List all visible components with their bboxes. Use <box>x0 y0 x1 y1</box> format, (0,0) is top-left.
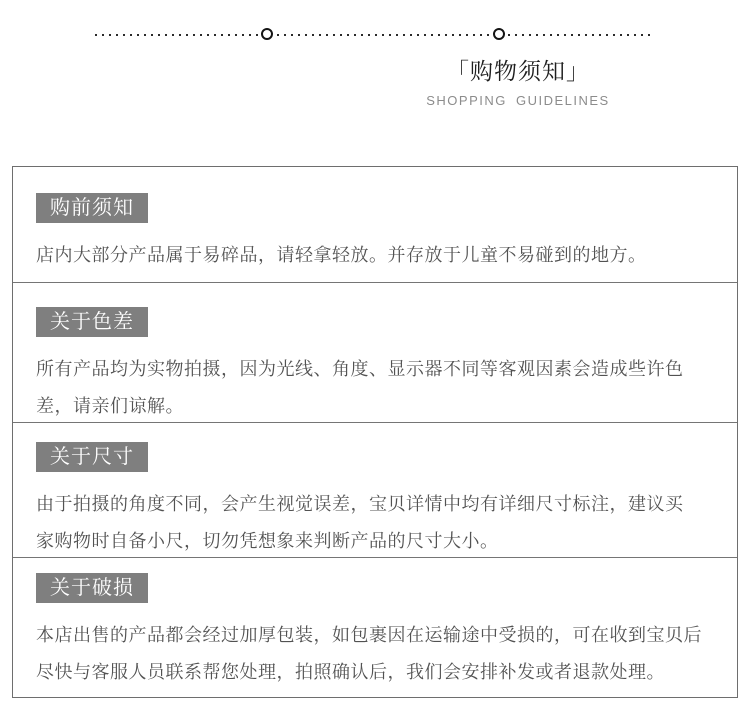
section-label-badge: 关于色差 <box>36 307 148 337</box>
body-line: 店内大部分产品属于易碎品，请轻拿轻放。并存放于儿童不易碰到的地方。 <box>36 245 647 265</box>
body-line: 尽快与客服人员联系帮您处理，拍照确认后，我们会安排补发或者退款处理。 <box>36 662 665 683</box>
body-line: 所有产品均为实物拍摄，因为光线、角度、显示器不同等客观因素会造成些许色 <box>36 359 684 380</box>
dotted-divider <box>95 34 655 36</box>
section-body <box>36 486 704 560</box>
section-label-badge: 关于破损 <box>36 573 148 603</box>
body-line: 由于拍摄的角度不同，会产生视觉误差，宝贝详情中均有详细尺寸标注，建议买 <box>36 494 684 515</box>
section-header <box>358 57 678 108</box>
notice-section-prepurchase <box>13 167 737 283</box>
notice-section-color-difference <box>13 283 737 423</box>
ring-icon <box>493 28 505 40</box>
body-line: 差，请亲们谅解。 <box>36 396 184 417</box>
section-body <box>36 351 704 425</box>
ring-icon <box>261 28 273 40</box>
notice-section-damage <box>13 558 737 697</box>
section-body <box>36 617 704 691</box>
page-subtitle: SHOPPING GUIDELINES <box>426 93 610 108</box>
body-line: 本店出售的产品都会经过加厚包装，如包裹因在运输途中受损的，可在收到宝贝后 <box>36 625 702 646</box>
page-title: 「购物须知」 <box>446 58 590 84</box>
section-label-badge: 关于尺寸 <box>36 442 148 472</box>
section-label-badge: 购前须知 <box>36 193 148 223</box>
notice-section-size <box>13 423 737 558</box>
body-line: 家购物时自备小尺，切勿凭想象来判断产品的尺寸大小。 <box>36 531 499 552</box>
notice-box <box>12 166 738 698</box>
section-body <box>36 237 704 274</box>
